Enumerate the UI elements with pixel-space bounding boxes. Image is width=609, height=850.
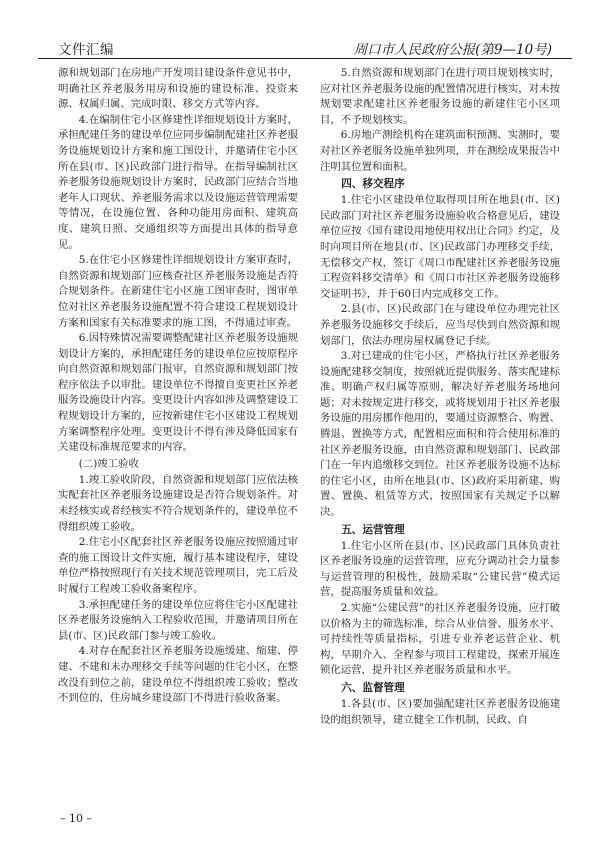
paragraph: 1.住宅小区所在县(市、区)民政部门具体负责社区养老服务设施的运营管理，应充分调动社会力量参与运营管理的积极性，鼓励采取“公建民营”模式运营，提高服务质量和效益。 <box>320 539 560 599</box>
header-publication-title: 周口市人民政府公报(第9—10号) <box>353 42 552 58</box>
subsection-heading: (二)竣工验收 <box>78 457 139 470</box>
section-heading: 六、监督管理 <box>341 681 405 694</box>
page-header <box>38 34 572 59</box>
paragraph: 1.住宅小区建设单位取得项目所在地县(市、区)民政部门对社区养老服务设施验收合格意见后，建设单位应按《国有建设用地使用权出让合同》约定，及时向项目所在地县(市、区)民政部门办理移交手续，无偿移交产权，签订《周口市配建社区养老服务设施工程资料移交清单》和《周口市社区养老服务设施移交证明书》，并于60日内完成移交工作。 <box>320 194 560 300</box>
paragraph: 5.在住宅小区修建性详细规划设计方案审查时，自然资源和规划部门应核查社区养老服务设施是否符合规划条件。在新建住宅小区施工图审查时，图审单位对社区养老服务设施配置不符合建设工程规划设计方案和国家有关标准要求的施工图，不得通过审查。 <box>58 254 298 329</box>
paragraph: 4.在编制住宅小区修建性详细规划设计方案时，承担配建任务的建设单位应同步编制配建社区养老服务设施规划设计方案和施工图设计，并邀请住宅小区所在县(市、区)民政部门进行指导。在指导编制社区养老服务设施规划设计方案时，民政部门应结合当地老年人口现状、养老服务需求以及设施运营管理需要等情况，在设施位置、各种功能用房面积、建筑高度、建筑日照、交通组织等方面提出具体的指导意见。 <box>58 113 298 251</box>
body-columns <box>58 66 560 826</box>
left-column <box>58 66 298 707</box>
section-heading: 四、移交程序 <box>341 178 405 191</box>
paragraph: 2.县(市、区)民政部门在与建设单位办理完社区养老服务设施移交手续后，应当尽快到自然资源和规划部门，依法办理房屋权属登记手续。 <box>320 303 560 347</box>
paragraph: 1.竣工验收阶段，自然资源和规划部门应依法核实配套社区养老服务设施建设是否符合规划条件。对未经核实或者经核实不符合规划条件的，建设单位不得组织竣工验收。 <box>58 473 298 533</box>
paragraph: 6.房地产测绘机构在建筑面积预测、实测时，要对社区养老服务设施单独列项，并在测绘成果报告中注明其位置和面积。 <box>320 129 560 173</box>
paragraph: 3.承担配建任务的建设单位应将住宅小区配建社区养老服务设施纳入工程验收范围，并邀请项目所在县(市、区)民政部门参与竣工验收。 <box>58 598 298 642</box>
header-section-title: 文件汇编 <box>58 42 114 58</box>
paragraph: 2.实施“公建民营”的社区养老服务设施，应打破以价格为主的筛选标准，综合从业信誉、服务水平、可持续性等质量指标，引进专业养老运营企业、机构，早期介入、全程参与项目工程建设，探索开展连锁化运营，提升社区养老服务质量和水平。 <box>320 602 560 677</box>
paragraph: 2.住宅小区配套社区养老服务设施应按照通过审查的施工图设计文件实施，履行基本建设程序，建设单位严格按照现行有关技术规范管理项目，完工后及时履行工程竣工验收备案程序。 <box>58 536 298 595</box>
paragraph: 6.因特殊情况需要调整配建社区养老服务设施规划设计方案的，承担配建任务的建设单位应按原程序向自然资源和规划部门报审，自然资源和规划部门按程序依法予以审批。建设单位不得擅自变更社区养老服务设施设计内容。变更设计内容如涉及调整建设工程规划设计方案的，应按新建住宅小区建设工程规划方案调整程序处理。变更设计不得有涉及降低国家有关建设标准规范要求的内容。 <box>58 332 298 454</box>
page-number: – 10 – <box>60 812 92 825</box>
paragraph: 4.对存在配套社区养老服务设施缓建、缩建、停建、不建和未办理移交手续等问题的住宅小区，在整改没有到位之前，建设单位不得组织竣工验收；整改不到位的，住房城乡建设部门不得进行验收备案。 <box>58 645 298 705</box>
paragraph: 5.自然资源和规划部门在进行项目规划核实时，应对社区养老服务设施的配置情况进行核实，对未按规划要求配建社区养老服务设施的新建住宅小区项目，不予规划核实。 <box>320 67 560 126</box>
paragraph: 源和规划部门在房地产开发项目建设条件意见书中，明确社区养老服务用房和设施的建设标准、投资来源、权属归属、完成时限、移交方式等内容。 <box>58 67 298 111</box>
section-heading: 五、运营管理 <box>341 523 405 536</box>
paragraph: 3.对已建成的住宅小区，严格执行社区养老服务设施配建移交制度，按照就近提供服务、落实配建标准、明确产权归属等原则，解决好养老服务场地问题；对未按规定进行移交，或将规划用于社区养老服务设施的用房挪作他用的，要通过资源整合、购置、腾退、置换等方式，配置相应面积和符合使用标准的社区养老服务设施，由自然资源和规划部门、民政部门在一年内追缴移交到位。社区养老服务设施不达标的住宅小区，由所在地县(市、区)政府采用新建、购置、置换、租赁等方式，按照国家有关规定予以解决。 <box>320 350 560 519</box>
right-column <box>320 66 560 728</box>
paragraph: 1.各县(市、区)要加强配建社区养老服务设施建设的组织领导，建立健全工作机制，民政、自 <box>320 697 560 726</box>
